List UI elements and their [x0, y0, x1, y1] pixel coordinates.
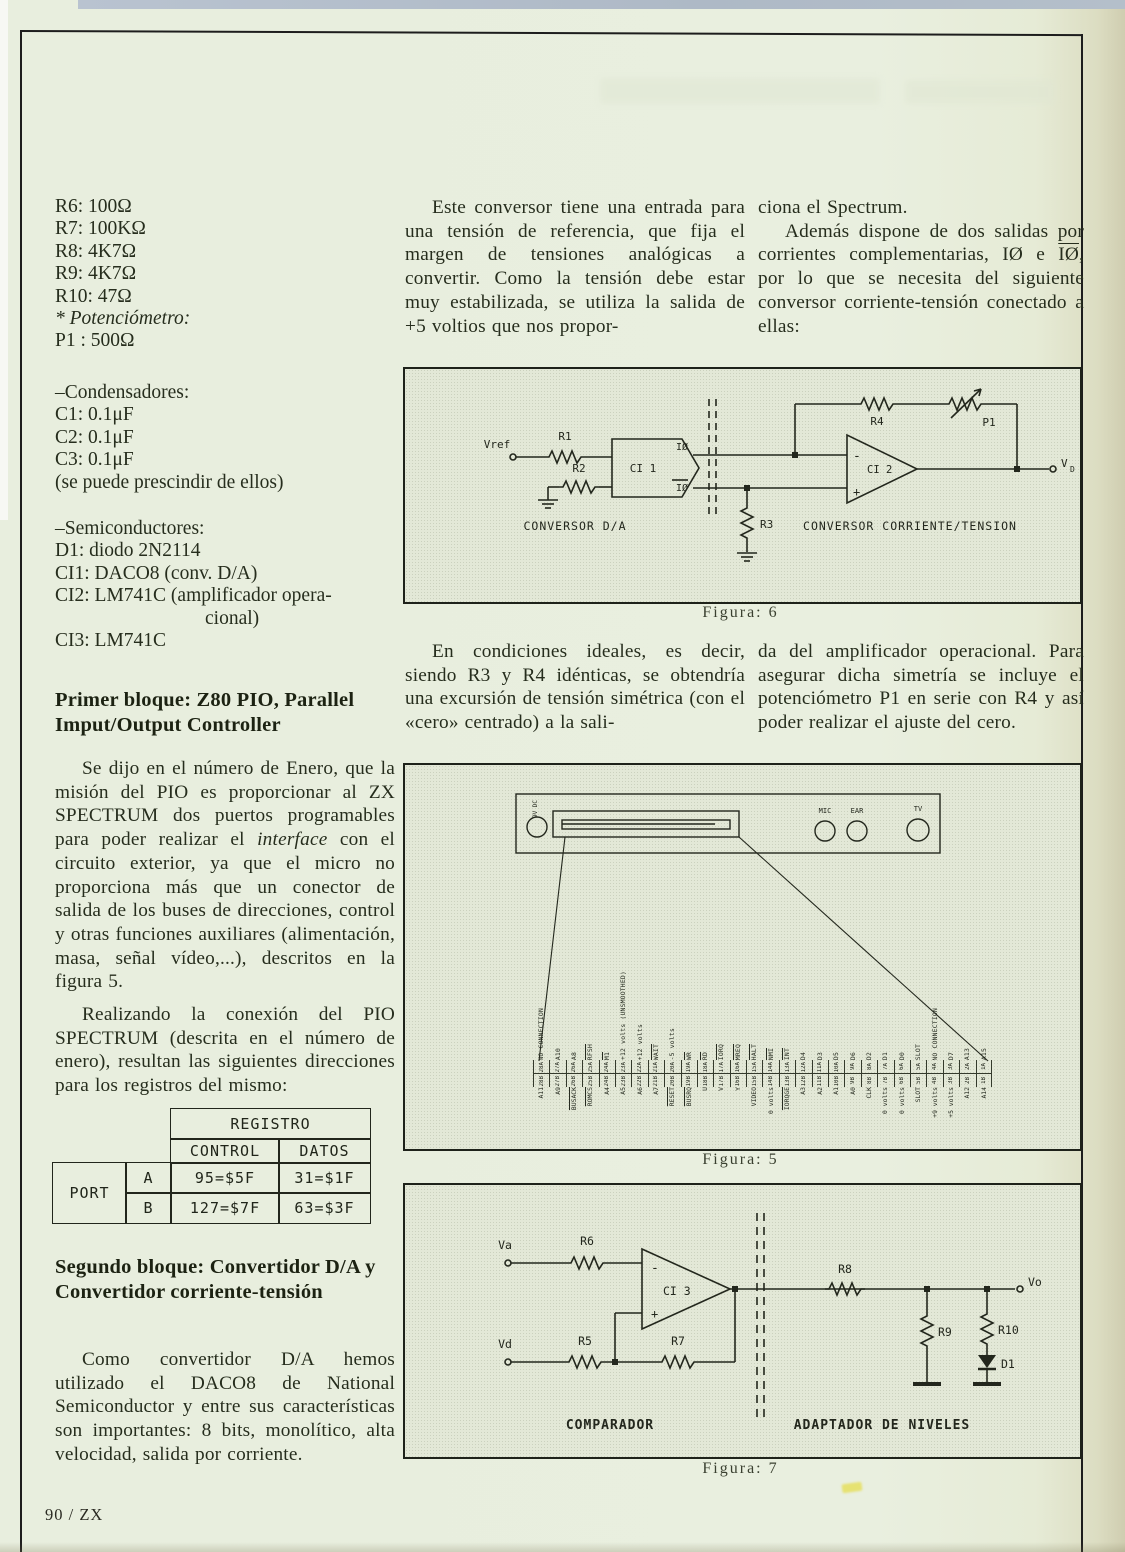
table-cell-key: B	[125, 1192, 172, 1224]
pin-number: 4B	[932, 1077, 939, 1085]
pin-number: 17A	[718, 1061, 725, 1073]
scan-edge-left	[0, 0, 8, 520]
pin-number: 26B	[571, 1075, 578, 1087]
pin-number: 21A	[653, 1061, 660, 1073]
pin-number: 7A	[882, 1063, 889, 1071]
page-frame-left	[20, 30, 22, 1552]
pin-number: 12A	[800, 1061, 807, 1073]
label-r5: R5	[578, 1334, 592, 1348]
pin-column	[959, 955, 975, 1145]
pin-number: 1B	[980, 1077, 987, 1085]
paragraph-text: con el circuito exterior, ya que el micro no proporciona más que un conector de salida de los buses de direcciones, control y otras funciones auxiliares (alimentación, masa, señal vídeo,...), descritos en la figura 5.	[55, 829, 395, 993]
body-paragraph	[405, 640, 745, 735]
pin-signal-label: WAIT	[651, 1044, 660, 1061]
pin-number: 2A	[964, 1063, 971, 1071]
pin-signal-label: RFSH	[586, 1044, 595, 1061]
pin-signal-label: A10	[553, 1048, 562, 1061]
paragraph-text: Se dijo en el número de Enero, que la misión del PIO es proporcionar al ZX SPECTRUM dos puertos programables para poder realizar el	[55, 758, 395, 851]
resistor-r10	[981, 1311, 993, 1347]
pin-column	[730, 955, 746, 1145]
resistor-r9	[921, 1313, 933, 1349]
pin-signal-label: A7	[651, 1087, 660, 1096]
page-number: 90 / ZX	[45, 1505, 104, 1524]
pin-number: 16B	[735, 1075, 742, 1087]
junction-dot	[792, 452, 798, 458]
opamp-minus-input: -	[651, 1261, 659, 1276]
resistor-r7	[658, 1356, 698, 1368]
paragraph-overline-text: $\overline{IØ}$	[1058, 244, 1079, 266]
junction-dot	[732, 1286, 738, 1292]
ground-symbol	[737, 553, 757, 561]
table-header-control: CONTROL	[170, 1138, 280, 1164]
pin-signal-label: NO CONNECTION	[537, 1007, 546, 1061]
label-vd: V	[1061, 457, 1068, 470]
body-paragraph	[758, 640, 1084, 735]
table-cell-key: A	[125, 1162, 172, 1194]
bleedthrough-ghost	[905, 80, 1055, 104]
pin-number: 22B	[637, 1075, 644, 1087]
pin-signal-label: ROMCS	[586, 1087, 595, 1107]
pin-signal-label: A14	[979, 1087, 988, 1099]
pin-number: 9A	[850, 1063, 857, 1071]
pin-column	[648, 955, 664, 1145]
pin-column	[828, 955, 844, 1145]
paragraph-text: Como convertidor D/A hemos utilizado el DACO8 de National Semiconductor y entre sus características son importantes: 8 bits, monolítico, alta velocidad, salida por corriente.	[55, 1349, 395, 1465]
pin-signal-label: -5 volts	[668, 1028, 677, 1061]
figure-5	[403, 763, 1082, 1151]
pin-number: 4A	[932, 1063, 939, 1071]
pin-column	[762, 955, 778, 1145]
list-title: –Condensadores:	[55, 382, 190, 403]
pin-number: 6A	[899, 1063, 906, 1071]
pin-signal-label: BUSRQ	[684, 1087, 693, 1107]
body-paragraph	[55, 1003, 395, 1098]
resistor-r4	[857, 398, 897, 410]
list-item: D1: diodo 2N2114	[55, 540, 201, 562]
pin-column	[664, 955, 680, 1145]
pin-signal-label: 0 volts	[881, 1087, 890, 1115]
list-item: * Potenciómetro:	[55, 308, 191, 330]
junction-dot	[924, 1286, 930, 1292]
list-item: CI1: DACO8 (conv. D/A)	[55, 562, 258, 584]
label-vd-sub: D	[1070, 465, 1075, 474]
resistor-r2	[559, 481, 599, 493]
label-r6: R6	[580, 1234, 594, 1248]
label-ci1: CI 1	[629, 462, 657, 475]
paragraph-text: En condiciones ideales, es decir, siendo R3 y R4 idénticas, se obtendría una excursión de tensión simétrica (con el «cero» centrado) a la sali-	[405, 641, 745, 734]
pin-signal-label: A8	[569, 1052, 578, 1061]
pin-signal-label: RD	[701, 1052, 710, 1061]
highlight-mark	[841, 1482, 862, 1494]
pin-signal-label: U	[701, 1087, 710, 1092]
table-cell-value: 127=$7F	[170, 1192, 280, 1224]
pin-number: 7B	[882, 1077, 889, 1085]
pin-number: 18A	[702, 1061, 709, 1073]
pin-column	[681, 955, 697, 1145]
pin-column	[877, 955, 893, 1145]
label-ear: EAR	[850, 807, 864, 815]
pin-signal-label: D0	[897, 1052, 906, 1061]
list-item: R8: 4K7Ω	[55, 240, 137, 262]
pin-signal-label: CLK	[865, 1087, 873, 1099]
pin-number: 3B	[948, 1077, 955, 1085]
pin-column	[549, 955, 565, 1145]
pin-signal-label: V	[717, 1087, 726, 1092]
list-item: R7: 100KΩ	[55, 218, 146, 240]
pin-number: 18B	[702, 1075, 709, 1087]
pin-signal-label: +5 volts	[946, 1087, 955, 1119]
resistor-r3	[741, 505, 753, 541]
list-item: CI2: LM741C (amplificador opera-	[55, 585, 332, 607]
opamp-plus-input: +	[651, 1307, 659, 1321]
pin-signal-label: D2	[865, 1052, 873, 1061]
pin-number: 15A	[751, 1061, 758, 1073]
semiconductor-list	[55, 518, 395, 652]
pin-number: 19A	[686, 1061, 693, 1073]
pin-number: 20B	[669, 1075, 676, 1087]
label-d1: D1	[1001, 1357, 1015, 1371]
pin-signal-label: M1	[602, 1052, 611, 1061]
pin-number: 19B	[686, 1075, 693, 1087]
opamp-minus-input: -	[853, 449, 861, 464]
label-mic: MIC	[818, 807, 832, 815]
pin-number: 24B	[604, 1075, 611, 1087]
table-header-registro: REGISTRO	[170, 1108, 371, 1140]
component-list	[55, 196, 395, 353]
resistor-r6	[567, 1257, 607, 1269]
label-conversor-corriente-tension: CONVERSOR CORRIENTE/TENSION	[803, 519, 1017, 533]
pin-number: 27B	[555, 1075, 562, 1087]
pin-signal-label: RESET	[668, 1087, 677, 1107]
pin-number: 10B	[833, 1075, 840, 1087]
label-vd: Vd	[498, 1337, 512, 1351]
figure-7-caption: Figura: 7	[702, 1460, 779, 1477]
pin-number: 15B	[751, 1075, 758, 1087]
pin-number: 8B	[866, 1077, 873, 1085]
bleedthrough-ghost	[600, 78, 880, 104]
pin-signal-label: MREQ	[733, 1044, 742, 1061]
pin-signal-label: Y	[733, 1087, 742, 1092]
section-heading: Segundo bloque: Convertidor D/A y Convertidor corriente-tensión	[55, 1256, 376, 1303]
table-cell-port: PORT	[52, 1162, 127, 1224]
tv-jack	[907, 819, 929, 841]
pin-number: 16A	[735, 1061, 742, 1073]
label-vo: Vo	[1028, 1275, 1042, 1289]
paragraph-text: ciona el Spectrum.	[758, 197, 908, 218]
figure-7	[403, 1183, 1082, 1459]
list-item: CI3: LM741C	[55, 630, 167, 652]
port-register-table	[52, 1108, 371, 1224]
capacitor-list	[55, 382, 395, 494]
terminal	[505, 1260, 511, 1266]
list-item: cional)	[205, 607, 260, 629]
pin-column	[615, 955, 631, 1145]
pin-number: 1A	[980, 1063, 987, 1071]
pin-number: 24A	[604, 1061, 611, 1073]
pin-number: 12B	[800, 1075, 807, 1087]
pin-signal-label: A15	[979, 1048, 988, 1061]
pin-column	[566, 955, 582, 1145]
pin-number: 23B	[620, 1075, 627, 1087]
pin-column	[976, 955, 992, 1145]
pin-signal-label: A5	[619, 1087, 628, 1096]
diode-d1	[978, 1355, 996, 1368]
pin-signal-label: A1	[832, 1087, 841, 1096]
paragraph-italic: interface	[257, 829, 328, 851]
pin-signal-label: NO CONNECTION	[930, 1007, 939, 1061]
pin-number: 28B	[538, 1075, 545, 1087]
mic-jack	[815, 821, 835, 841]
table-cell-value: 31=$1F	[278, 1162, 371, 1194]
figure-6	[403, 367, 1082, 604]
pin-number: 23A	[620, 1061, 627, 1073]
pin-signal-label: A11	[537, 1087, 546, 1099]
body-paragraph	[55, 1348, 395, 1467]
paragraph-text: Este conversor tiene una entrada para una tensión de referencia, que fija el margen de tensiones analógicas a convertir. Como la tensión debe estar muy estabilizada, se utiliza la salida de +5 voltios que nos propor-	[405, 197, 745, 337]
ear-jack	[847, 821, 867, 841]
list-item: C3: 0.1μF	[55, 449, 134, 471]
pin-signal-label: D6	[848, 1052, 857, 1061]
label-r10: R10	[998, 1323, 1019, 1337]
pin-number: 25A	[587, 1061, 594, 1073]
pin-column	[795, 955, 811, 1145]
pin-number: 8A	[866, 1063, 873, 1071]
pin-signal-label: A3	[799, 1087, 808, 1096]
pin-column	[697, 955, 713, 1145]
label-conversor-da: CONVERSOR D/A	[523, 519, 627, 533]
resistor-r5	[565, 1356, 605, 1368]
pin-column	[926, 955, 942, 1145]
table-header-datos: DATOS	[278, 1138, 371, 1164]
label-ci2: CI 2	[867, 464, 893, 476]
pin-signal-label: D1	[881, 1052, 890, 1061]
label-r3: R3	[760, 518, 774, 531]
label-io-top: IØ	[675, 442, 688, 453]
pin-number: 27A	[555, 1061, 562, 1073]
pin-signal-label: SLOT	[914, 1044, 923, 1061]
table-cell-value: 63=$3F	[278, 1192, 371, 1224]
pin-column	[844, 955, 860, 1145]
pin-number: 11B	[817, 1075, 824, 1087]
pin-signal-label: WR	[684, 1052, 693, 1061]
pin-signal-label: A6	[635, 1087, 644, 1096]
pin-number: 20A	[669, 1061, 676, 1073]
pin-signal-label: A13	[963, 1048, 972, 1061]
pin-column	[631, 955, 647, 1145]
pin-signal-label: IORQGE	[783, 1087, 792, 1111]
junction-dot	[744, 485, 750, 491]
ground-symbol	[538, 500, 558, 508]
label-r8: R8	[838, 1262, 852, 1276]
pin-signal-label: +12 volts (UNSMOOTHED)	[619, 971, 628, 1061]
label-comparador: COMPARADOR	[565, 1418, 655, 1433]
pin-signal-label: A4	[602, 1087, 611, 1096]
pin-signal-label: HALT	[750, 1044, 759, 1061]
junction-dot	[984, 1286, 990, 1292]
pin-signal-label: +12 volts	[635, 1024, 644, 1061]
label-vref: Vref	[483, 438, 511, 451]
pin-signal-label: A12	[963, 1087, 972, 1099]
pin-column	[599, 955, 615, 1145]
pin-number: 28A	[538, 1061, 545, 1073]
pin-column	[812, 955, 828, 1145]
pin-number: 22A	[637, 1061, 644, 1073]
pin-number: 5B	[915, 1077, 922, 1085]
list-title: –Semiconductores:	[55, 518, 205, 539]
list-item: R6: 100Ω	[55, 196, 132, 217]
body-paragraph	[758, 196, 1084, 338]
pin-column	[779, 955, 795, 1145]
pin-ladder	[533, 955, 992, 1145]
pin-signal-label: VIDEO	[750, 1087, 759, 1107]
pin-column	[533, 955, 549, 1145]
pin-column	[746, 955, 762, 1145]
pin-number: 2B	[964, 1077, 971, 1085]
pin-number: 14B	[768, 1075, 775, 1087]
terminal	[505, 1359, 511, 1365]
pin-signal-label: D5	[832, 1052, 841, 1061]
body-paragraph	[405, 196, 745, 338]
label-ci3: CI 3	[663, 1284, 691, 1298]
paragraph-text: da del amplificador operacional. Para asegurar dicha simetría se incluye el potenciómetro P1 en serie con R4 y así poder realizar el ajuste del cero.	[758, 641, 1084, 734]
paragraph-text: Además dispone de dos salidas por corrientes complementarias, IØ e	[758, 220, 1084, 266]
figure-5-caption: Figura: 5	[702, 1151, 779, 1168]
pin-signal-label: SLOT	[914, 1087, 923, 1103]
label-adaptador: ADAPTADOR DE NIVELES	[793, 1418, 971, 1433]
section-heading: Primer bloque: Z80 PIO, Parallel Imput/Output Controller	[55, 689, 355, 736]
pin-signal-label: A0	[848, 1087, 857, 1096]
pin-number: 13A	[784, 1061, 791, 1073]
power-jack	[527, 817, 547, 837]
list-item: P1 : 500Ω	[55, 330, 135, 352]
list-item: R10: 47Ω	[55, 285, 132, 307]
pin-number: 5A	[915, 1063, 922, 1071]
pin-number: 25B	[587, 1075, 594, 1087]
paragraph-text: , por lo que se necesita del siguiente conversor corriente-tensión conectado a ellas:	[758, 244, 1084, 337]
pin-signal-label: IORQ	[717, 1044, 726, 1061]
pin-signal-label: BUSACK	[569, 1087, 578, 1111]
label-p1: P1	[982, 416, 996, 429]
junction-dot	[612, 1359, 618, 1365]
terminal	[510, 454, 516, 460]
table-cell-value: 95=$5F	[170, 1162, 280, 1194]
terminal	[1017, 1286, 1023, 1292]
pin-number: 21B	[653, 1075, 660, 1087]
pin-column	[894, 955, 910, 1145]
body-paragraph	[55, 757, 395, 994]
scan-edge-strip	[78, 0, 1125, 9]
paragraph-text: Realizando la conexión del PIO SPECTRUM (descrita en el número de enero), resultan las siguientes direcciones para los registros del mismo:	[55, 1004, 395, 1097]
label-r7: R7	[671, 1334, 685, 1348]
pin-signal-label: A2	[815, 1087, 824, 1096]
pin-number: 14A	[768, 1061, 775, 1073]
terminal	[1050, 466, 1056, 472]
label-va: Va	[498, 1238, 512, 1252]
pin-column	[861, 955, 877, 1145]
label-r4: R4	[870, 415, 884, 428]
figure-7-circuit	[405, 1185, 1080, 1457]
pin-signal-label: 0 volts	[766, 1087, 775, 1115]
pin-column	[943, 955, 959, 1145]
list-note: (se puede prescindir de ellos)	[55, 471, 284, 493]
pin-number: 3A	[948, 1063, 955, 1071]
list-item: C2: 0.1μF	[55, 426, 134, 448]
pin-number: 17B	[718, 1075, 725, 1087]
label-power: 9V DC	[532, 799, 539, 819]
pin-column	[910, 955, 926, 1145]
pin-signal-label: +9 volts	[930, 1087, 939, 1119]
label-r1: R1	[558, 430, 572, 443]
label-r2: R2	[572, 462, 586, 475]
pin-signal-label: D7	[946, 1052, 955, 1061]
pin-signal-label: 0 volts	[897, 1087, 906, 1115]
pin-signal-label: D4	[799, 1052, 808, 1061]
opamp-plus-input: +	[853, 485, 861, 499]
pin-number: 10A	[833, 1061, 840, 1073]
junction-dot	[1014, 466, 1020, 472]
label-tv: TV	[913, 805, 923, 813]
pin-number: 11A	[817, 1061, 824, 1073]
list-item: C1: 0.1μF	[55, 404, 134, 426]
pin-signal-label: A9	[553, 1087, 562, 1096]
pin-number: 26A	[571, 1061, 578, 1073]
pin-number: 6B	[899, 1077, 906, 1085]
label-r9: R9	[938, 1325, 952, 1339]
pin-number: 13B	[784, 1075, 791, 1087]
page-frame-top	[20, 30, 1083, 36]
pin-column	[582, 955, 598, 1145]
pin-signal-label: INT	[783, 1048, 792, 1061]
figure-6-caption: Figura: 6	[702, 604, 779, 621]
pin-column	[713, 955, 729, 1145]
label-io-bottom: IØ	[675, 483, 688, 494]
pin-number: 9B	[850, 1077, 857, 1085]
figure-6-circuit	[405, 369, 1080, 602]
list-item: R9: 4K7Ω	[55, 263, 137, 285]
pin-signal-label: NMI	[766, 1048, 775, 1061]
pin-signal-label: D3	[815, 1052, 824, 1061]
